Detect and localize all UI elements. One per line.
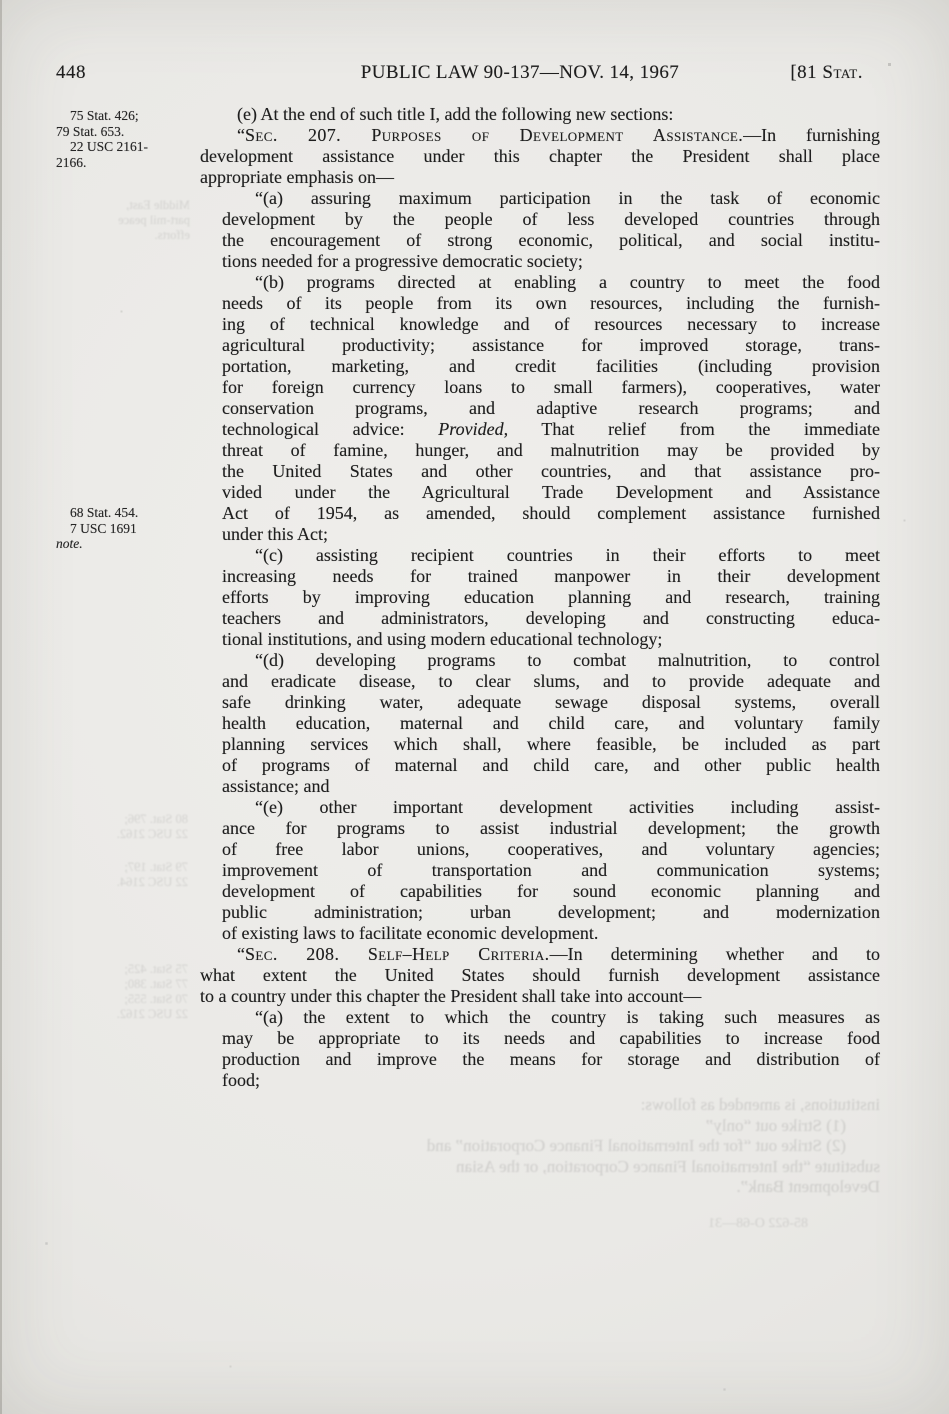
text-run: —In determining whether and to (549, 944, 881, 964)
text-line: of programs of maternal and child care, and other public health (222, 755, 880, 775)
text-line: teachers and administrators, developing and constructing educa- (222, 608, 880, 628)
body-text (200, 104, 880, 1091)
paragraph (200, 1007, 880, 1091)
bleedthrough-margin-snippet (55, 962, 188, 1022)
margin-note-citations-2 (56, 505, 188, 552)
margin-note-line: 7 USC 1691 (70, 520, 137, 536)
text-line: threat of famine, hunger, and malnutrition may be provided by (222, 440, 880, 460)
text-line: agricultural productivity; assistance for improved storage, trans- (222, 335, 880, 355)
text-line: ing of technical knowledge and of resources necessary to increase (222, 314, 880, 334)
bleedthrough-line: substitute “the International Finance Corporation, or the Asian (456, 1156, 880, 1176)
text-line: “(d) developing programs to combat malnutrition, to control (255, 650, 880, 670)
bleedthrough-line: 79 Stat. 197; (124, 860, 188, 874)
bleedthrough-line: efforts. (154, 228, 190, 242)
paragraph (200, 545, 880, 650)
text-line: appropriate emphasis on— (200, 167, 394, 187)
bleedthrough-line: 77 Stat. 380; (124, 977, 188, 991)
bleedthrough-line: Middle East, (126, 198, 190, 212)
bleedthrough-margin-snippet (60, 812, 188, 842)
text-line: may be appropriate to its needs and capabilities to increase food (222, 1028, 880, 1048)
bleedthrough-line: Development Bank”. (736, 1177, 880, 1196)
bleedthrough-margin-snippet (58, 860, 188, 890)
text-line: efforts by improving education planning and research, training (222, 587, 880, 607)
margin-note-line: 79 Stat. 653. (56, 123, 125, 139)
paragraph (200, 272, 880, 545)
statutes-volume-ref: [81 Stat. (790, 62, 863, 83)
bleedthrough-line: 22 USC 2164. (116, 875, 188, 889)
paragraph (200, 125, 880, 188)
text-line: development assistance under this chapter the President shall place (200, 146, 880, 166)
text-line: Act of 1954, as amended, should complement assistance furnished (222, 503, 880, 523)
text-line: increasing needs for trained manpower in their development (222, 566, 880, 586)
paragraph (200, 188, 880, 272)
scan-edge-line (0, 0, 2, 1414)
margin-note-line: 22 USC 2161- (70, 139, 149, 154)
text-line: to a country under this chapter the President shall take into account— (200, 986, 702, 1006)
text-line: conservation programs, and adaptive research programs; and (222, 398, 880, 418)
margin-note-citations-1 (56, 108, 188, 170)
bleedthrough-line: part-mil peace (118, 213, 190, 227)
bleedthrough-line: (2) Strike out “for the International Finance Corporation” and (426, 1136, 846, 1155)
margin-note-line: note. (56, 536, 83, 551)
text-line: under this Act; (222, 524, 328, 544)
text-line: planning services which shall, where feasible, be included as part (222, 734, 880, 754)
text-line: of existing laws to facilitate economic development. (222, 923, 599, 943)
text-line: assistance; and (222, 776, 330, 796)
text-line: ance for programs to assist industrial development; the growth (222, 818, 880, 838)
text-line (222, 419, 880, 440)
margin-note-line: 2166. (56, 154, 87, 170)
text-line: public administration; urban development; and modernization (222, 902, 880, 922)
text-line (200, 125, 880, 146)
margin-note-line: 75 Stat. 426; (70, 108, 139, 123)
bleedthrough-line: 80 Stat. 796; (124, 812, 188, 826)
text-line: “(b) programs directed at enabling a country to meet the food (255, 272, 880, 292)
bleedthrough-bottom-block (183, 1095, 880, 1198)
text-line: tions needed for a progressive democratic society; (222, 251, 583, 271)
paragraph (200, 104, 880, 125)
text-line: (e) At the end of such title I, add the following new sections: (237, 104, 674, 124)
text-line: the encouragement of strong economic, political, and social institu- (222, 230, 880, 250)
text-run: That relief from the immediate (508, 419, 880, 439)
bleedthrough-line: 22 USC 2162. (116, 827, 188, 841)
text-line: needs of its people from its own resources, including the furnish- (222, 293, 880, 313)
margin-note-line: 68 Stat. 454. (70, 505, 139, 520)
bleedthrough-line: 70 Stat. 555; (124, 992, 188, 1006)
text-line: of free labor unions, cooperatives, and voluntary agencies; (222, 839, 880, 859)
text-line: health education, maternal and child care, and voluntary family (222, 713, 880, 733)
text-line: the United States and other countries, and that assistance pro- (222, 461, 880, 481)
bleedthrough-line: (1) Strike out “only” (705, 1115, 846, 1135)
section-heading-smallcaps: Sec. 207. Purposes of Development Assistance. (245, 125, 744, 145)
bleedthrough-line: 75 Stat. 425; (124, 962, 188, 976)
text-line: portation, marketing, and credit facilities (including provision (222, 356, 880, 376)
text-line (200, 944, 880, 965)
bleedthrough-margin-snippet (62, 198, 190, 243)
text-line: tional institutions, and using modern educational technology; (222, 629, 663, 649)
text-line: and eradicate disease, to clear slums, and to provide adequate and (222, 671, 880, 691)
text-run: “ (237, 944, 245, 964)
text-line: “(e) other important development activities including assist- (255, 797, 880, 817)
paragraph (200, 797, 880, 944)
text-line: production and improve the means for storage and distribution of (222, 1049, 880, 1069)
text-line: safe drinking water, adequate sewage disposal systems, overall (222, 692, 880, 712)
text-line: “(c) assisting recipient countries in their efforts to meet (255, 545, 880, 565)
text-run: technological advice: (222, 419, 439, 439)
bleedthrough-line: institutions, is amended as follows: (640, 1095, 880, 1114)
text-line: “(a) the extent to which the country is taking such measures as (255, 1007, 880, 1027)
scan-specks (0, 0, 1, 1)
paragraph (200, 944, 880, 1007)
paragraph (200, 650, 880, 797)
italic-run: Provided, (438, 419, 509, 439)
text-run: “ (237, 125, 245, 145)
running-head-title: PUBLIC LAW 90-137—NOV. 14, 1967 (360, 62, 680, 83)
text-line: development of capabilities for sound economic planning and (222, 881, 880, 901)
text-line: vided under the Agricultural Trade Development and Assistance (222, 482, 880, 502)
bleedthrough-printer-mark: 85-622 O-68—31 (708, 1216, 808, 1231)
text-line: development by the people of less developed countries through (222, 209, 880, 229)
bleedthrough-line: 22 USC 2162. (116, 1007, 188, 1021)
text-line: food; (222, 1070, 260, 1090)
section-heading-smallcaps: Sec. 208. Self–Help Criteria. (245, 944, 550, 964)
text-line: improvement of transportation and communication systems; (222, 860, 880, 880)
text-line: “(a) assuring maximum participation in the task of economic (255, 188, 880, 208)
text-line: for foreign currency loans to small farmers), cooperatives, water (222, 377, 880, 397)
text-line: what extent the United States should furnish development assistance (200, 965, 880, 985)
page-number: 448 (56, 62, 86, 83)
text-run: —In furnishing (743, 125, 880, 145)
